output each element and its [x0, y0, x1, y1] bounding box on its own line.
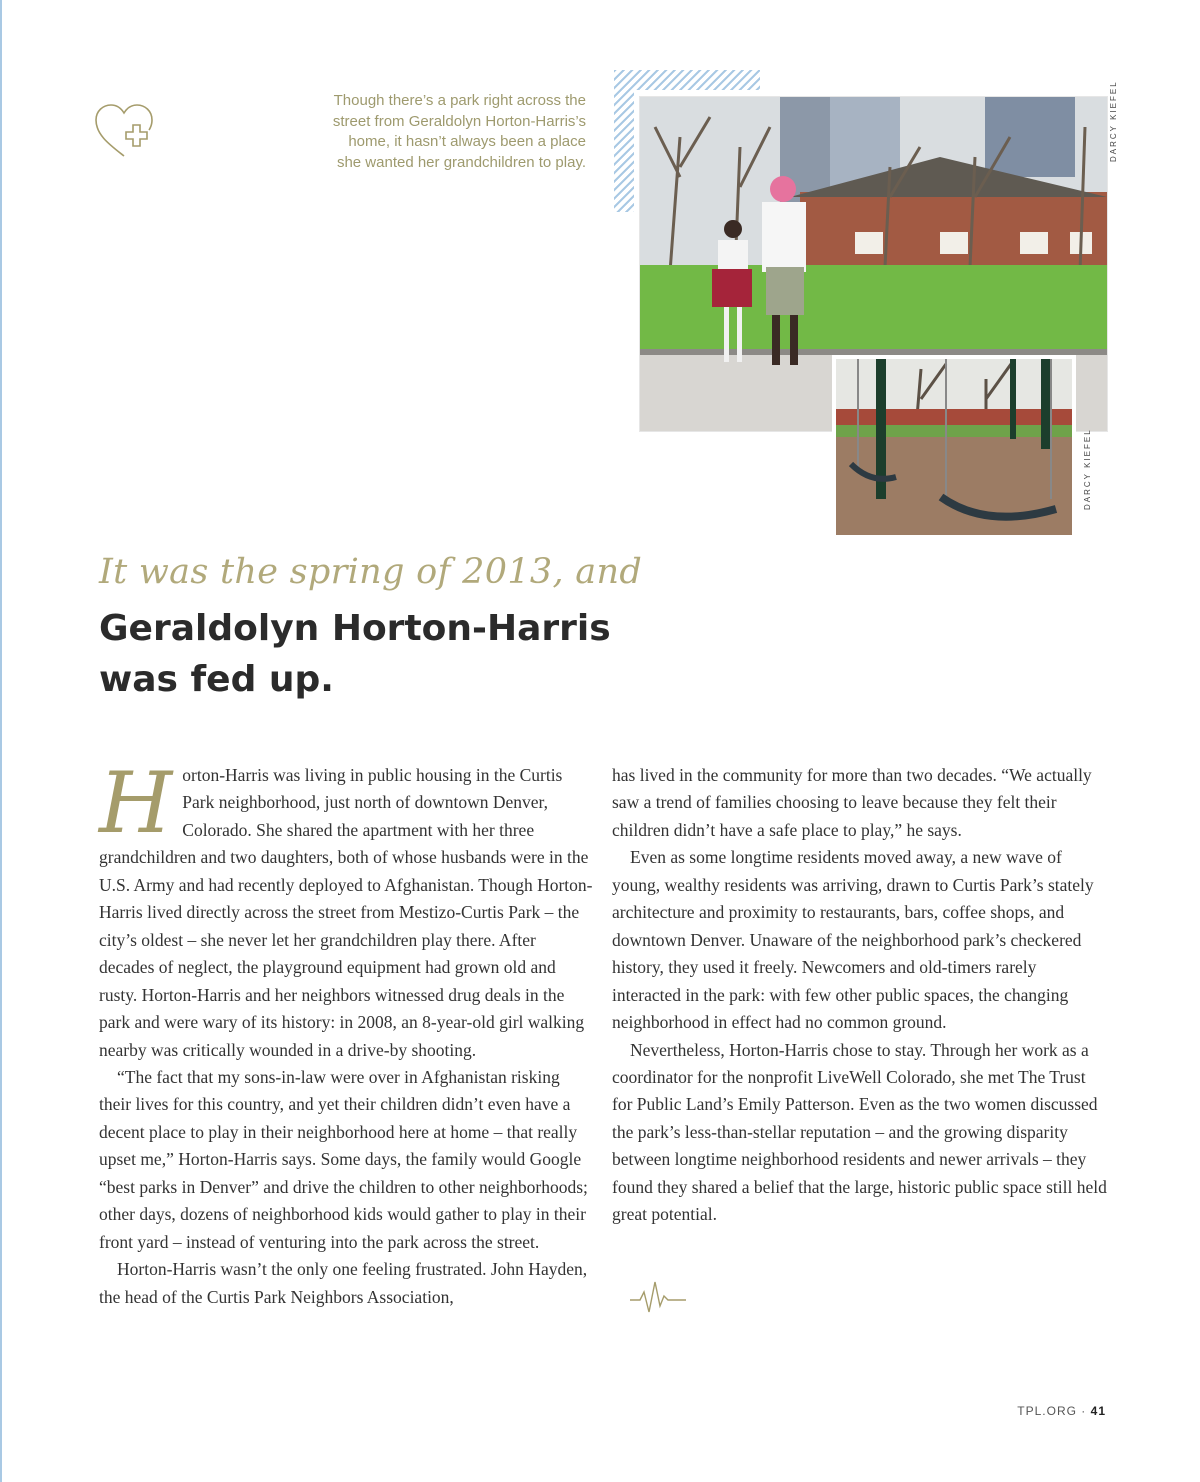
body-paragraph: Nevertheless, Horton-Harris chose to stay. Through her work as a coordinator for the nonprofit LiveWell Colorado, she met The Trust for Public Land’s Emily Patterson. Even as the two women discussed the park’s less-than-stellar reputation – and the growing disparity between longtime neighborhood residents and newer arrivals – they found they shared a belief that the large, historic public space still held great potential. [612, 1039, 1107, 1225]
article-headline [99, 603, 619, 705]
headline-line: was fed up. [99, 659, 334, 700]
body-paragraph: Horton-Harris wasn’t the only one feeling frustrated. John Hayden, the head of the Curtis Park Neighbors Association, [99, 1259, 588, 1307]
page-edge-rule [0, 0, 2, 1482]
caption-line: Though there’s a park right across the [333, 92, 586, 109]
photo-credit: DARCY KIEFEL [1109, 80, 1118, 162]
drop-cap: H [99, 754, 173, 852]
body-column-right [612, 762, 1108, 1229]
body-paragraph: has lived in the community for more than two decades. “We actually saw a trend of families choosing to leave because they felt their children didn’t have a safe place to play,” he says. [612, 765, 1092, 840]
caption-line: street from Geraldolyn Horton-Harris’s [332, 112, 586, 130]
page-number: 41 [1090, 1404, 1106, 1418]
caption-line: she wanted her grandchildren to play. [336, 153, 586, 171]
article-kicker: It was the spring of 2013, and [99, 552, 643, 592]
heartbeat-pulse-icon [628, 1278, 688, 1316]
body-paragraph [99, 754, 593, 1064]
body-paragraph: “The fact that my sons-in-law were over in Afghanistan risking their lives for this country, and yet their children didn’t even have a decent place to play in their neighborhood here at home – that really upset me,” Horton-Harris says. Some days, the family would Google “best parks in Denver” and drive the children to other neighborhoods; other days, dozens of neighborhood kids would gather to play in their front yard – instead of venturing into the park across the street. [99, 1066, 588, 1252]
paragraph-text: orton-Harris was living in public housing in the Curtis Park neighborhood, just north of downtown Denver, Colorado. She shared the apartment with her three grandchildren and two daughters, both of whose husbands were in the U.S. Army and had recently deployed to Afghanistan. Though Horton-Harris lived directly across the street from Mestizo-Curtis Park – the city’s oldest – she never let her grandchildren play there. After decades of neglect, the playground equipment had grown old and rusty. Horton-Harris and her neighbors witnessed drug deals in the park and were wary of its history: in 2008, an 8-year-old girl walking nearby was critically wounded in a drive-by shooting. [99, 765, 593, 1060]
heart-plus-icon [92, 102, 156, 160]
headline-line: Geraldolyn Horton-Harris [99, 608, 611, 649]
body-paragraph: Even as some longtime residents moved away, a new wave of young, wealthy residents was arriving, drawn to Curtis Park’s stately architecture and proximity to restaurants, bars, coffee shops, and downtown Denver. Unaware of the neighborhood park’s checkered history, they used it freely. Newcomers and old-timers rarely interacted in the park: with few other public spaces, the changing neighborhood in effect had no common ground. [612, 847, 1094, 1033]
photo-caption [296, 91, 586, 173]
folio-site: TPL.ORG · [1017, 1404, 1087, 1418]
page-folio [1017, 1404, 1106, 1418]
photo-swings [832, 355, 1076, 539]
caption-line: home, it hasn’t always been a place [348, 133, 586, 151]
body-column-left [99, 754, 593, 1311]
photo-credit: DARCY KIEFEL [1083, 428, 1092, 510]
